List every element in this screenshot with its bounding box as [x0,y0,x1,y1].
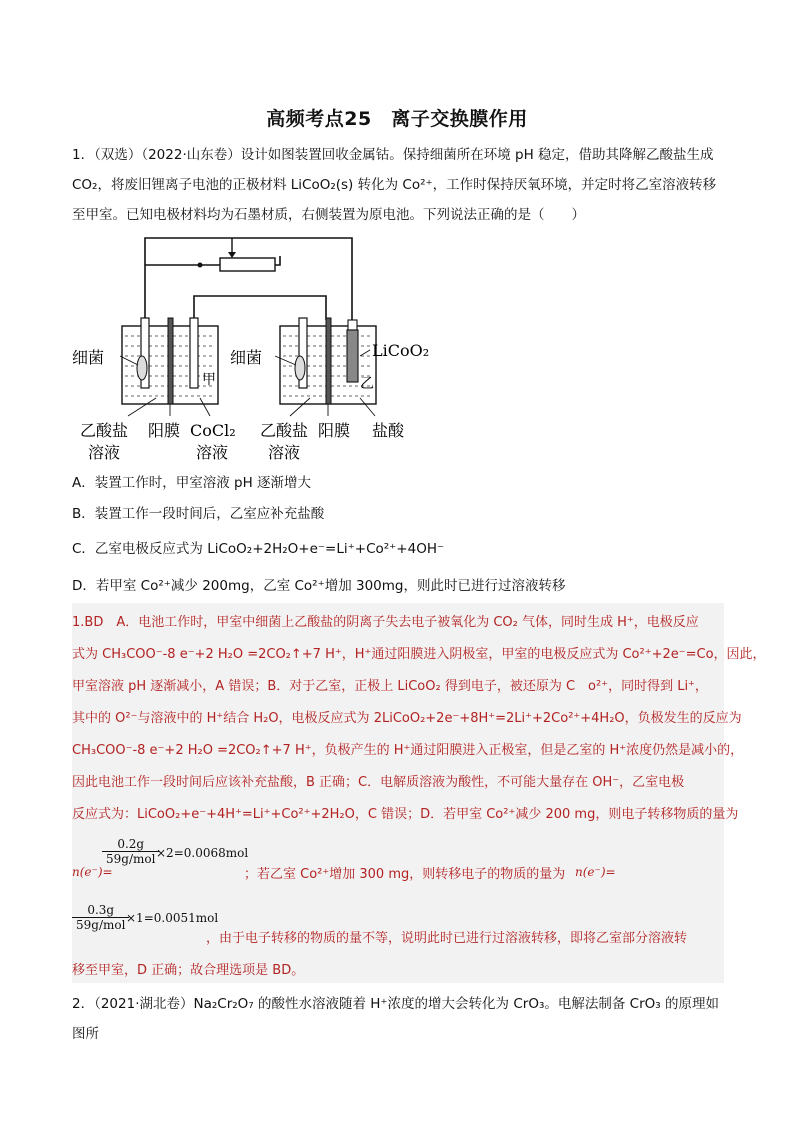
question-2-stem [72,989,724,1049]
label-cocl2-2: 溶液 [196,443,229,462]
label-acetate-right-1: 乙酸盐 [260,421,309,440]
apparatus-diagram [70,228,450,468]
fraction-2-denominator: 59g/mol [76,918,126,932]
page-title: 高频考点25 离子交换膜作用 [266,108,528,130]
label-bacteria-left: 细菌 [72,348,105,367]
question-1-line-3: 至甲室。已知电极材料均为石墨材质，右侧装置为原电池。下列说法正确的是（ ） [72,207,585,223]
fraction-1-numerator: 0.2g [102,837,159,852]
question-1-stem [72,140,724,230]
answer-line-2: 式为 CH₃COO⁻-8 e⁻+2 H₂O =2CO₂↑+7 H⁺，H⁺通过阳膜进入阴极室，甲室的电极反应式为 Co²⁺+2e⁻=Co，因此， [72,647,766,662]
answer-line-8-tail: ；若乙室 Co²⁺增加 300 mg，则转移电子的物质的量为 [244,867,566,882]
label-acetate-left-2: 溶液 [88,443,121,462]
answer-line-9-tail: ，由于电子转移的物质的量不等，说明此时已进行过溶液转移，即将乙室部分溶液转 [206,931,688,946]
option-d: D．若甲室 Co²⁺减少 200mg，乙室 Co²⁺增加 300mg，则此时已进行过溶液转移 [72,578,566,594]
answer-line-1: 1.BD A．电池工作时，甲室中细菌上乙酸盐的阴离子失去电子被氧化为 CO₂ 气体，同时生成 H⁺，电极反应 [72,615,699,630]
left-beaker [122,318,218,404]
answer-line-4: 其中的 O²⁻与溶液中的 H⁺结合 H₂O，电极反应式为 2LiCoO₂+2e⁻+8H⁺=2Li⁺+2Co²⁺+4H₂O，负极发生的反应为 [72,711,742,726]
label-cocl2-1: CoCl₂ [190,421,236,440]
answer-explanation [72,603,766,983]
question-1-line-1: 1．（双选）（2022·山东卷）设计如图装置回收金属钴。保持细菌所在环境 pH 稳定，借助其降解乙酸盐生成 [72,147,714,163]
electron-mol-label-2: n(e⁻)= [575,865,616,879]
label-membrane-right: 阳膜 [318,421,351,440]
label-hcl: 盐酸 [372,421,405,440]
label-acetate-left-1: 乙酸盐 [80,421,129,440]
resistor [220,258,275,271]
label-membrane-left: 阳膜 [148,421,181,440]
answer-line-6: 因此电池工作一段时间后应该补充盐酸，B 正确；C．电解质溶液为酸性，不可能大量存在 OH⁻，乙室电极 [72,775,685,790]
fraction-2-result: ×1=0.0051mol [126,911,219,925]
fraction-1-denominator: 59g/mol [106,852,156,866]
answer-line-7: 反应式为：LiCoO₂+e⁻+4H⁺=Li⁺+Co²⁺+2H₂O，C 错误；D．若甲室 Co²⁺减少 200 mg，则电子转移物质的量为 [72,807,739,822]
option-b: B．装置工作一段时间后，乙室应补充盐酸 [72,506,325,522]
label-bacteria-right: 细菌 [230,348,263,367]
question-1-line-2: CO₂，将废旧锂离子电池的正极材料 LiCoO₂(s) 转化为 Co²⁺，工作时保持厌氧环境，并定时将乙室溶液转移 [72,177,717,193]
label-licoo2: LiCoO₂ [372,341,430,360]
fraction-1-result: ×2=0.0068mol [156,846,249,860]
question-2-line-1: 2．（2021·湖北卷）Na₂Cr₂O₇ 的酸性水溶液随着 H⁺浓度的增大会转化为 CrO₃。电解法制备 CrO₃ 的原理如图所 [72,996,719,1042]
label-acetate-right-2: 溶液 [268,443,301,462]
fraction-1 [102,837,159,866]
answer-line-3: 甲室溶液 pH 逐渐减小，A 错误；B．对于乙室，正极上 LiCoO₂ 得到电子，被还原为 C o²⁺，同时得到 Li⁺， [72,679,708,694]
option-c: C．乙室电极反应式为 LiCoO₂+2H₂O+e⁻=Li⁺+Co²⁺+4OH⁻ [72,541,445,557]
label-yi: 乙 [360,376,374,392]
answer-line-10: 移至甲室，D 正确；故合理选项是 BD。 [72,963,305,978]
option-a: A．装置工作时，甲室溶液 pH 逐渐增大 [72,475,312,491]
fraction-2-numerator: 0.3g [72,903,129,918]
electron-mol-label-1: n(e⁻)= [72,865,113,879]
label-jia: 甲 [202,372,216,388]
answer-line-5: CH₃COO⁻-8 e⁻+2 H₂O =2CO₂↑+7 H⁺，负极产生的 H⁺通过阳膜进入正极室，但是乙室的 H⁺浓度仍然是减小的， [72,743,744,758]
fraction-2 [72,903,129,932]
